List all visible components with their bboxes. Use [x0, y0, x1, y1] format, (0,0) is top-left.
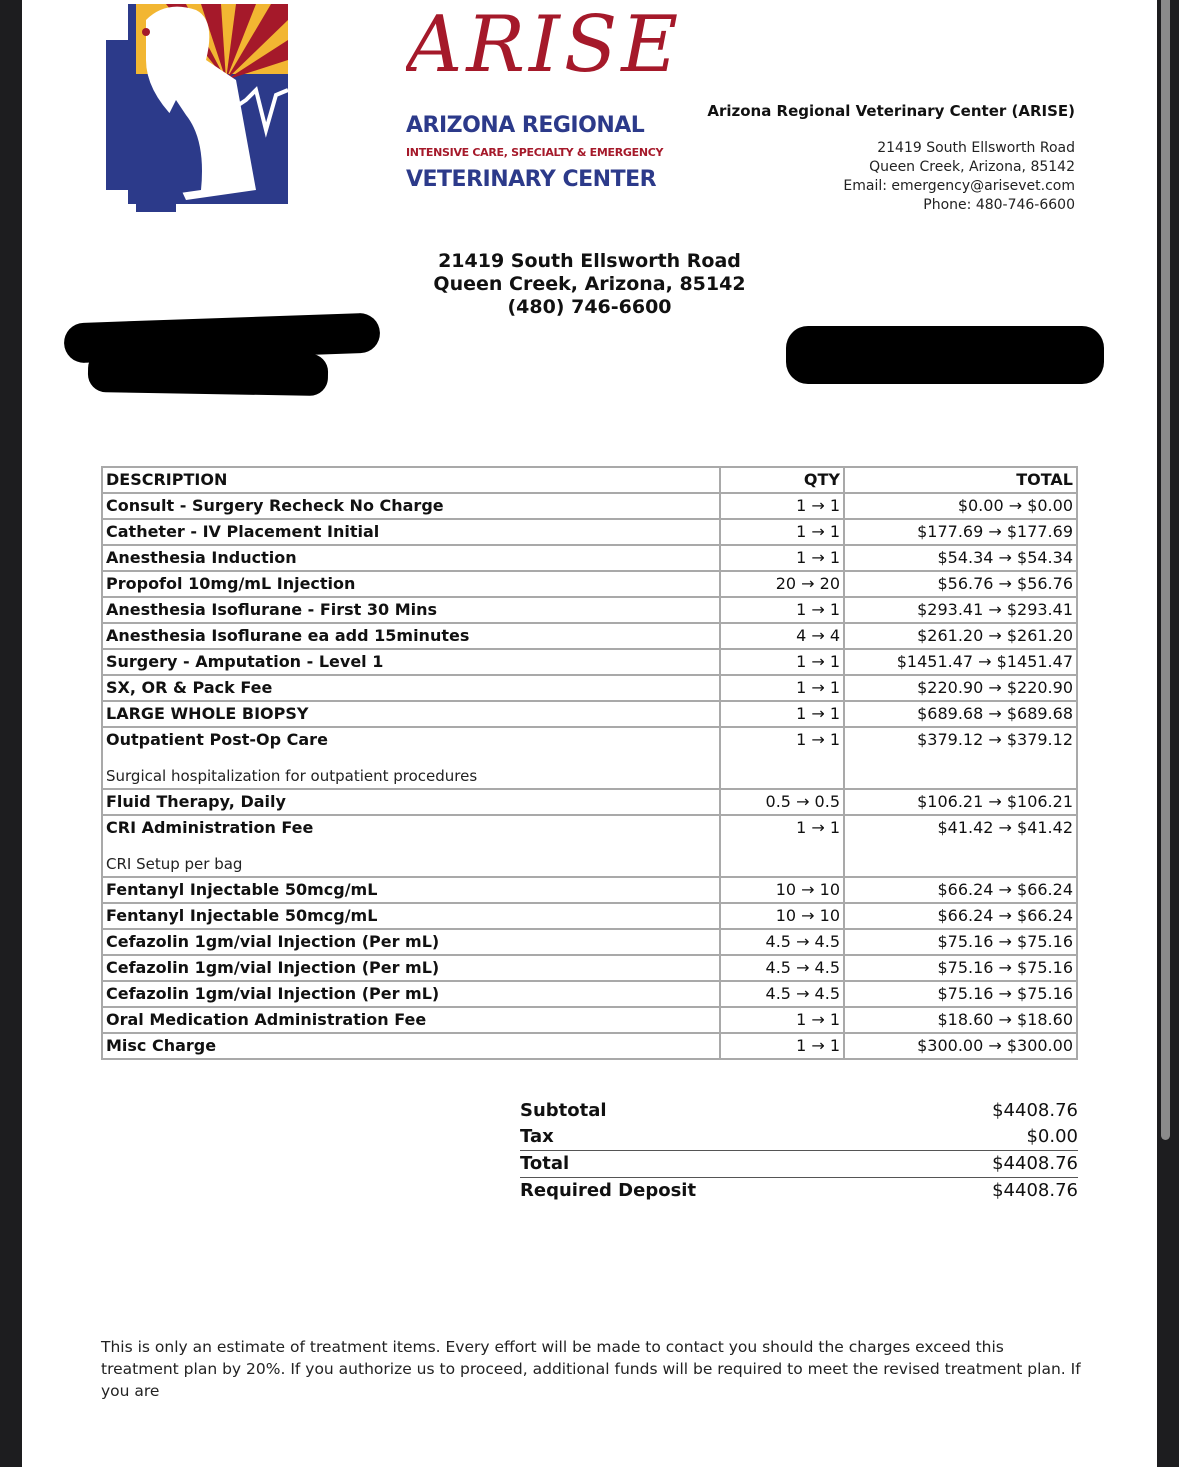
row-total: $54.34 → $54.34 — [844, 545, 1077, 571]
row-total: $56.76 → $56.76 — [844, 571, 1077, 597]
table-row — [102, 815, 1077, 877]
row-description — [102, 1033, 720, 1059]
redaction-right — [786, 326, 1104, 384]
row-description-text: Fentanyl Injectable 50mcg/mL — [106, 880, 378, 899]
row-description-text: Propofol 10mg/mL Injection — [106, 574, 356, 593]
center-address-line-1: 21419 South Ellsworth Road — [438, 250, 741, 272]
table-row — [102, 545, 1077, 571]
row-description — [102, 597, 720, 623]
row-description-text: Anesthesia Induction — [106, 548, 297, 567]
row-description — [102, 571, 720, 597]
subtotal-value: $4408.76 — [992, 1100, 1078, 1121]
deposit-row — [520, 1177, 1078, 1204]
row-description — [102, 877, 720, 903]
row-qty: 1 → 1 — [720, 727, 844, 789]
row-qty: 4.5 → 4.5 — [720, 955, 844, 981]
row-description — [102, 727, 720, 789]
disclaimer-text: This is only an estimate of treatment items. Every effort will be made to contact you should the charges exceed this treatment plan by 20%. If you authorize us to proceed, additional funds will be required to meet the revised treatment plan. If you are — [101, 1338, 1081, 1400]
row-total: $220.90 → $220.90 — [844, 675, 1077, 701]
row-qty: 1 → 1 — [720, 675, 844, 701]
row-total: $0.00 → $0.00 — [844, 493, 1077, 519]
row-description — [102, 519, 720, 545]
row-description-text: Catheter - IV Placement Initial — [106, 522, 380, 541]
scrollbar-thumb[interactable] — [1161, 0, 1170, 1140]
table-row — [102, 597, 1077, 623]
arise-logo — [106, 0, 683, 212]
table-row — [102, 1033, 1077, 1059]
row-qty: 1 → 1 — [720, 701, 844, 727]
center-address — [0, 250, 1179, 319]
row-qty: 1 → 1 — [720, 597, 844, 623]
total-row — [520, 1150, 1078, 1177]
table-row — [102, 701, 1077, 727]
row-note: Surgical hospitalization for outpatient procedures — [106, 767, 478, 785]
table-row — [102, 903, 1077, 929]
row-qty: 1 → 1 — [720, 545, 844, 571]
table-row — [102, 789, 1077, 815]
row-description-text: Anesthesia Isoflurane - First 30 Mins — [106, 600, 438, 619]
total-value: $4408.76 — [992, 1153, 1078, 1174]
row-qty: 10 → 10 — [720, 877, 844, 903]
row-total: $18.60 → $18.60 — [844, 1007, 1077, 1033]
table-row — [102, 649, 1077, 675]
total-label: Total — [520, 1153, 570, 1174]
redaction-left-2 — [88, 350, 329, 396]
row-description-text: Oral Medication Administration Fee — [106, 1010, 427, 1029]
row-total: $689.68 → $689.68 — [844, 701, 1077, 727]
row-total: $300.00 → $300.00 — [844, 1033, 1077, 1059]
row-qty: 1 → 1 — [720, 519, 844, 545]
row-qty: 4.5 → 4.5 — [720, 981, 844, 1007]
row-description — [102, 545, 720, 571]
clinic-phone: Phone: 480-746-6600 — [923, 197, 1075, 213]
row-qty: 1 → 1 — [720, 1033, 844, 1059]
row-description-text: Outpatient Post-Op Care — [106, 730, 328, 749]
row-total: $1451.47 → $1451.47 — [844, 649, 1077, 675]
header-total: TOTAL — [844, 467, 1077, 493]
row-description-text: SX, OR & Pack Fee — [106, 678, 273, 697]
row-description-text: Fluid Therapy, Daily — [106, 792, 286, 811]
row-description-text: LARGE WHOLE BIOPSY — [106, 704, 309, 723]
tax-label: Tax — [520, 1126, 554, 1147]
row-description — [102, 789, 720, 815]
table-row — [102, 877, 1077, 903]
table-row — [102, 519, 1077, 545]
row-description-text: Cefazolin 1gm/vial Injection (Per mL) — [106, 958, 440, 977]
row-note: CRI Setup per bag — [106, 855, 243, 873]
clinic-address-2: Queen Creek, Arizona, 85142 — [869, 159, 1075, 175]
row-description — [102, 701, 720, 727]
table-row — [102, 675, 1077, 701]
row-total: $177.69 → $177.69 — [844, 519, 1077, 545]
clinic-name: Arizona Regional Veterinary Center (ARISE) — [707, 102, 1075, 120]
row-description — [102, 1007, 720, 1033]
row-total: $261.20 → $261.20 — [844, 623, 1077, 649]
row-description — [102, 623, 720, 649]
table-header-row — [102, 467, 1077, 493]
logo-wordmark: ARISE — [406, 0, 683, 90]
row-description-text: Cefazolin 1gm/vial Injection (Per mL) — [106, 984, 440, 1003]
row-description — [102, 981, 720, 1007]
row-description-text: Surgery - Amputation - Level 1 — [106, 652, 384, 671]
tax-value: $0.00 — [1026, 1126, 1078, 1147]
table-row — [102, 981, 1077, 1007]
row-description-text: CRI Administration Fee — [106, 818, 314, 837]
logo-line-2: INTENSIVE CARE, SPECIALTY & EMERGENCY — [406, 146, 664, 159]
logo-emblem-icon — [106, 0, 296, 212]
header-description: DESCRIPTION — [102, 467, 720, 493]
row-total: $75.16 → $75.16 — [844, 955, 1077, 981]
row-description-text: Consult - Surgery Recheck No Charge — [106, 496, 444, 515]
row-total: $75.16 → $75.16 — [844, 929, 1077, 955]
clinic-address-1: 21419 South Ellsworth Road — [877, 140, 1075, 156]
row-total: $293.41 → $293.41 — [844, 597, 1077, 623]
clinic-contact-block — [707, 102, 1075, 215]
row-description-text: Misc Charge — [106, 1036, 217, 1055]
table-row — [102, 493, 1077, 519]
clinic-email: Email: emergency@arisevet.com — [843, 178, 1075, 194]
row-qty: 10 → 10 — [720, 903, 844, 929]
row-total: $75.16 → $75.16 — [844, 981, 1077, 1007]
row-qty: 4 → 4 — [720, 623, 844, 649]
logo-line-3: VETERINARY CENTER — [406, 167, 657, 192]
row-description — [102, 649, 720, 675]
row-total: $106.21 → $106.21 — [844, 789, 1077, 815]
center-address-line-3: (480) 746-6600 — [507, 296, 672, 318]
deposit-value: $4408.76 — [992, 1180, 1078, 1201]
row-description — [102, 903, 720, 929]
row-qty: 20 → 20 — [720, 571, 844, 597]
table-row — [102, 929, 1077, 955]
row-description-text: Fentanyl Injectable 50mcg/mL — [106, 906, 378, 925]
table-row — [102, 955, 1077, 981]
row-description-text: Anesthesia Isoflurane ea add 15minutes — [106, 626, 470, 645]
header-qty: QTY — [720, 467, 844, 493]
subtotal-row — [520, 1098, 1078, 1124]
row-qty: 4.5 → 4.5 — [720, 929, 844, 955]
row-qty: 1 → 1 — [720, 1007, 844, 1033]
table-row — [102, 571, 1077, 597]
deposit-label: Required Deposit — [520, 1180, 697, 1201]
row-description — [102, 493, 720, 519]
table-row — [102, 623, 1077, 649]
table-row — [102, 727, 1077, 789]
row-qty: 1 → 1 — [720, 649, 844, 675]
subtotal-label: Subtotal — [520, 1100, 607, 1121]
row-description — [102, 675, 720, 701]
row-total: $379.12 → $379.12 — [844, 727, 1077, 789]
row-description — [102, 929, 720, 955]
row-description — [102, 815, 720, 877]
row-total: $66.24 → $66.24 — [844, 903, 1077, 929]
row-description — [102, 955, 720, 981]
row-qty: 1 → 1 — [720, 493, 844, 519]
tax-row — [520, 1124, 1078, 1150]
row-total: $41.42 → $41.42 — [844, 815, 1077, 877]
totals-block — [520, 1098, 1078, 1204]
estimate-table — [101, 466, 1078, 1060]
table-row — [102, 1007, 1077, 1033]
row-qty: 0.5 → 0.5 — [720, 789, 844, 815]
row-total: $66.24 → $66.24 — [844, 877, 1077, 903]
logo-line-1: ARIZONA REGIONAL — [406, 113, 645, 138]
row-description-text: Cefazolin 1gm/vial Injection (Per mL) — [106, 932, 440, 951]
row-qty: 1 → 1 — [720, 815, 844, 877]
center-address-line-2: Queen Creek, Arizona, 85142 — [433, 273, 746, 295]
